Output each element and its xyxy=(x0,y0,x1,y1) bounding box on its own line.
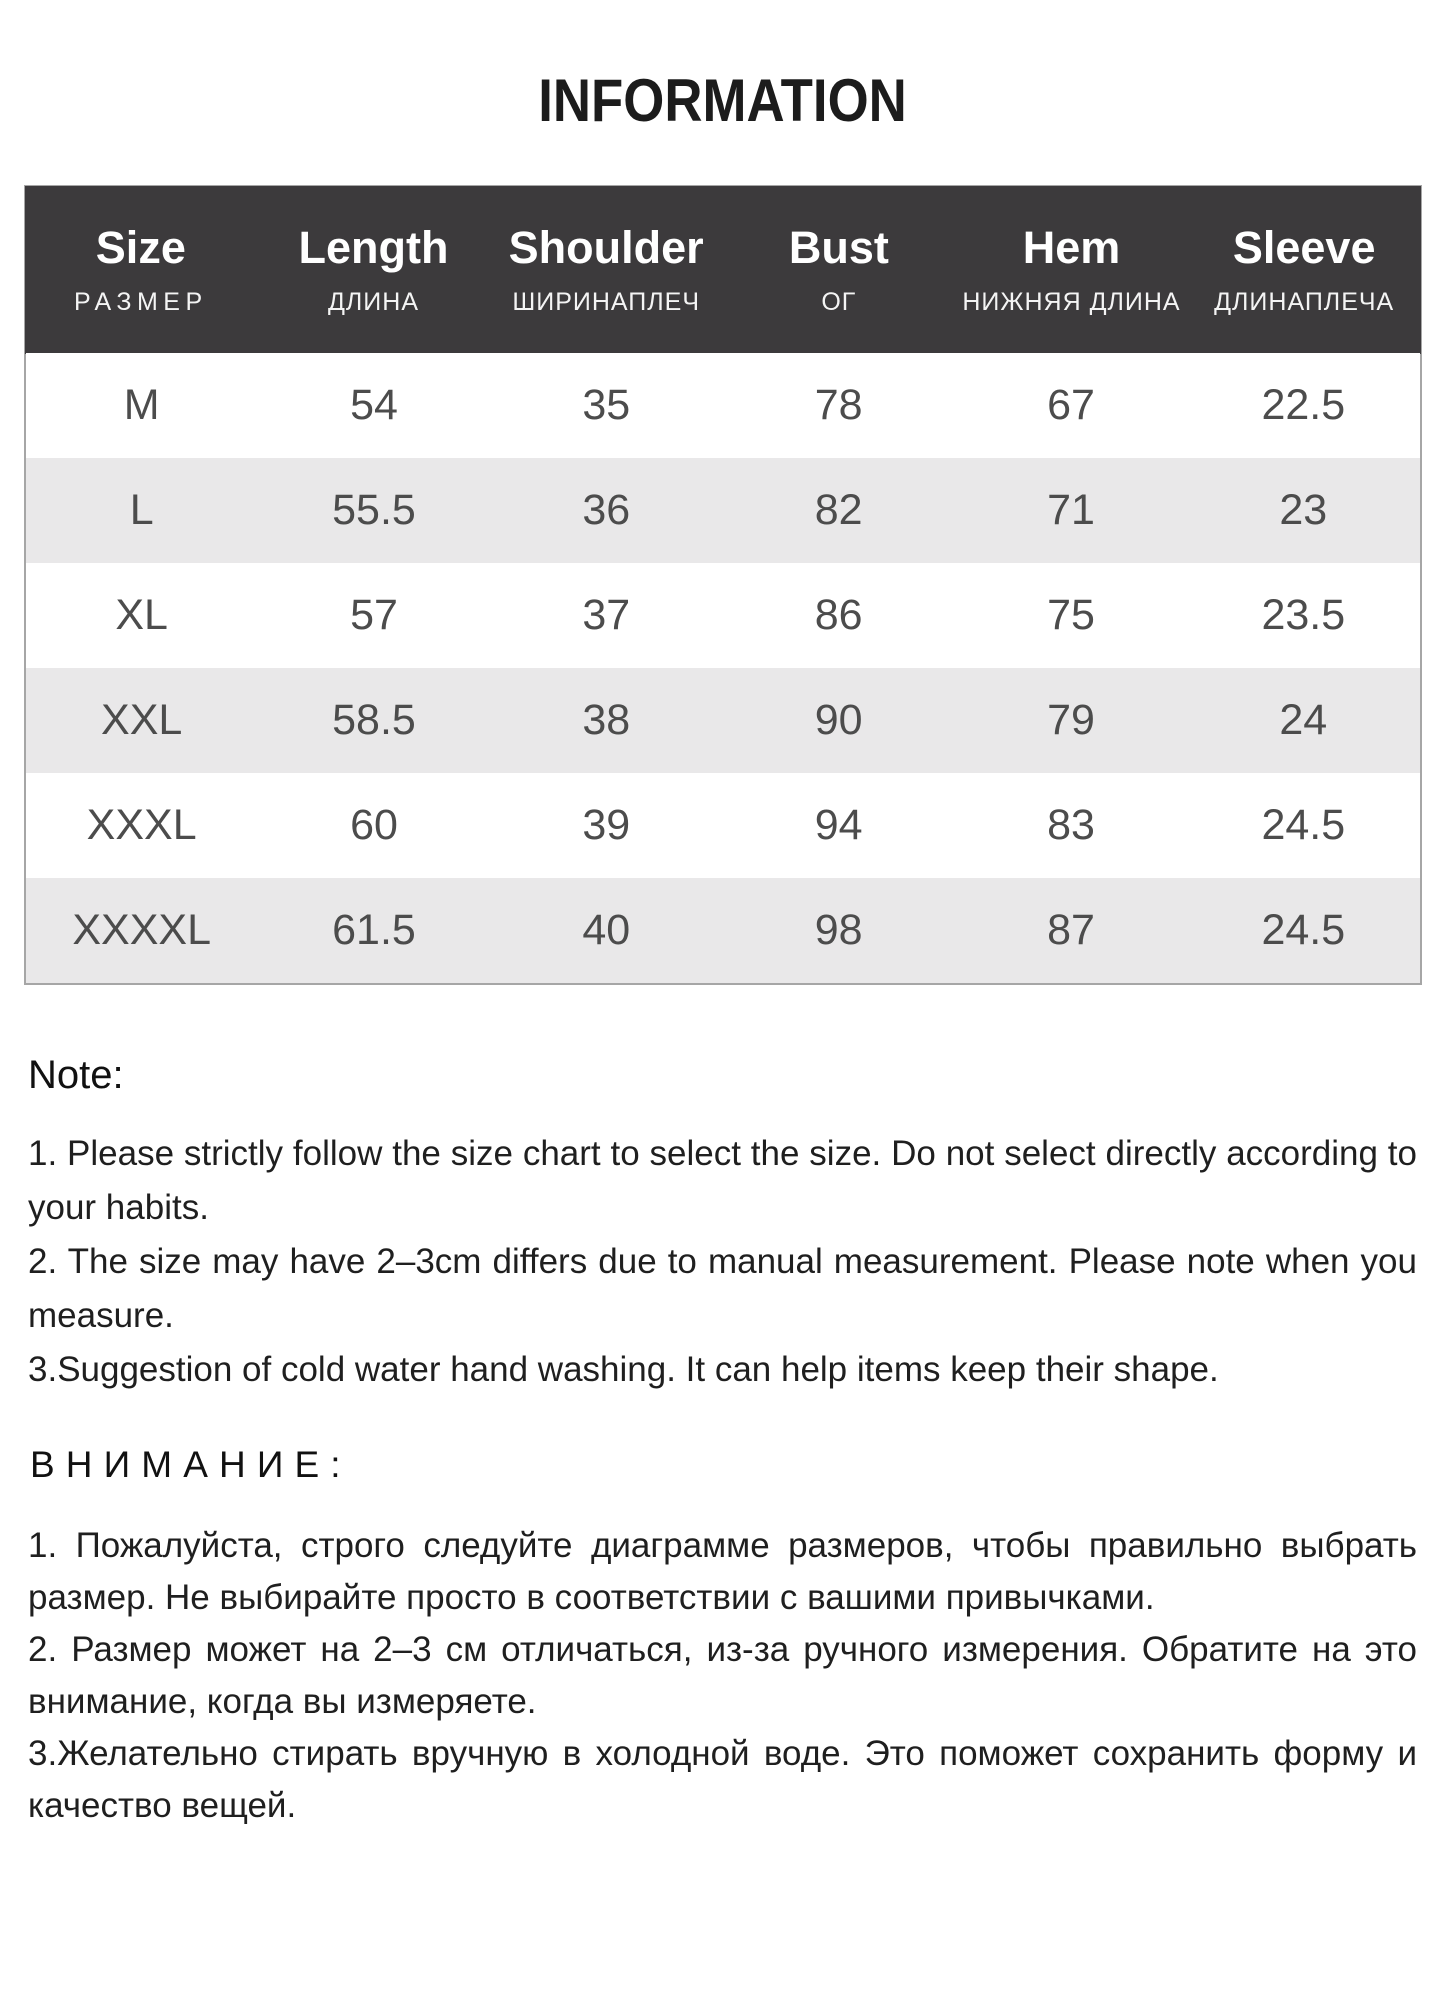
note-paragraph: 3.Suggestion of cold water hand washing. It can help items keep their shape. xyxy=(28,1350,1219,1389)
sleeve-cell: 24.5 xyxy=(1261,906,1346,954)
shoulder-cell: 39 xyxy=(582,801,631,849)
hem-cell: 71 xyxy=(1047,486,1095,534)
length-cell: 61.5 xyxy=(332,906,416,954)
column-header xyxy=(257,222,490,316)
column-header-en: Hem xyxy=(1022,222,1121,273)
sleeve-cell: 24.5 xyxy=(1261,801,1346,849)
column-header-en: Length xyxy=(298,222,449,273)
sleeve-cell: 24 xyxy=(1279,696,1328,744)
size-table xyxy=(24,185,1422,985)
shoulder-cell: 40 xyxy=(582,906,631,954)
table-row xyxy=(26,668,1420,773)
column-header-ru: ДЛИНА xyxy=(327,288,420,316)
note-heading: Note: xyxy=(28,1053,124,1097)
column-header-en: Sleeve xyxy=(1232,222,1376,273)
bust-cell: 90 xyxy=(814,696,863,744)
shoulder-cell: 38 xyxy=(582,696,631,744)
column-header xyxy=(1188,222,1421,316)
column-header-en: Bust xyxy=(788,222,889,273)
table-row xyxy=(26,773,1420,878)
length-cell: 58.5 xyxy=(332,696,416,744)
hem-cell: 79 xyxy=(1047,696,1095,744)
column-header-en: Size xyxy=(95,222,186,273)
shoulder-cell: 36 xyxy=(582,486,631,534)
shoulder-cell: 37 xyxy=(582,591,631,639)
note-paragraph: 1. Please strictly follow the size chart to select the size. Do not select directly according to your habits. xyxy=(28,1134,1417,1227)
column-header xyxy=(955,222,1188,316)
length-cell: 60 xyxy=(350,801,398,849)
hem-cell: 75 xyxy=(1047,591,1095,639)
note-section xyxy=(28,1053,1417,1832)
bust-cell: 86 xyxy=(814,591,863,639)
bust-cell: 94 xyxy=(814,801,863,849)
size-cell: XXXXL xyxy=(72,906,211,954)
column-header xyxy=(25,222,258,316)
bust-cell: 82 xyxy=(814,486,863,534)
size-cell: L xyxy=(129,486,154,534)
size-cell: XL xyxy=(115,591,168,639)
table-body xyxy=(26,353,1420,983)
attention-paragraph: 2. Размер может на 2–3 см отличаться, из-за ручного измерения. Обратите на это внимание, когда вы измеряете. xyxy=(28,1629,1417,1721)
size-cell: XXL xyxy=(101,696,183,744)
size-cell: M xyxy=(123,381,160,429)
bust-cell: 78 xyxy=(814,381,863,429)
table-row xyxy=(26,353,1420,458)
column-header xyxy=(723,222,956,316)
table-row xyxy=(26,878,1420,983)
table-row xyxy=(26,563,1420,668)
hem-cell: 87 xyxy=(1047,906,1095,954)
size-cell: XXXL xyxy=(86,801,197,849)
table-row xyxy=(26,458,1420,563)
bust-cell: 98 xyxy=(814,906,863,954)
sleeve-cell: 22.5 xyxy=(1261,381,1346,429)
length-cell: 54 xyxy=(350,381,398,429)
column-header-ru: ШИРИНАПЛЕЧ xyxy=(512,288,700,316)
length-cell: 55.5 xyxy=(332,486,416,534)
table-header xyxy=(25,186,1421,354)
column-header-en: Shoulder xyxy=(508,222,704,273)
column-header xyxy=(490,222,723,316)
column-header-ru: РАЗМЕР xyxy=(73,288,208,316)
note-paragraph: 2. The size may have 2–3cm differs due to manual measurement. Please note when you measure. xyxy=(28,1242,1417,1335)
attention-heading: ВНИМАНИЕ: xyxy=(30,1444,352,1485)
shoulder-cell: 35 xyxy=(582,381,631,429)
attention-paragraph: 1. Пожалуйста, строго следуйте диаграмме размеров, чтобы правильно выбрать размер. Не выбирайте просто в соответствии с вашими привычками. xyxy=(28,1525,1417,1617)
column-header-ru: ОГ xyxy=(821,288,857,316)
attention-paragraph: 3.Желательно стирать вручную в холодной воде. Это поможет сохранить форму и качество вещей. xyxy=(28,1733,1417,1825)
sleeve-cell: 23 xyxy=(1279,486,1328,534)
length-cell: 57 xyxy=(350,591,398,639)
hem-cell: 67 xyxy=(1047,381,1095,429)
page-title: INFORMATION xyxy=(538,67,907,134)
column-header-ru: НИЖНЯЯ ДЛИНА xyxy=(962,288,1181,316)
hem-cell: 83 xyxy=(1047,801,1095,849)
sleeve-cell: 23.5 xyxy=(1261,591,1346,639)
column-header-ru: ДЛИНАПЛЕЧА xyxy=(1214,288,1395,316)
